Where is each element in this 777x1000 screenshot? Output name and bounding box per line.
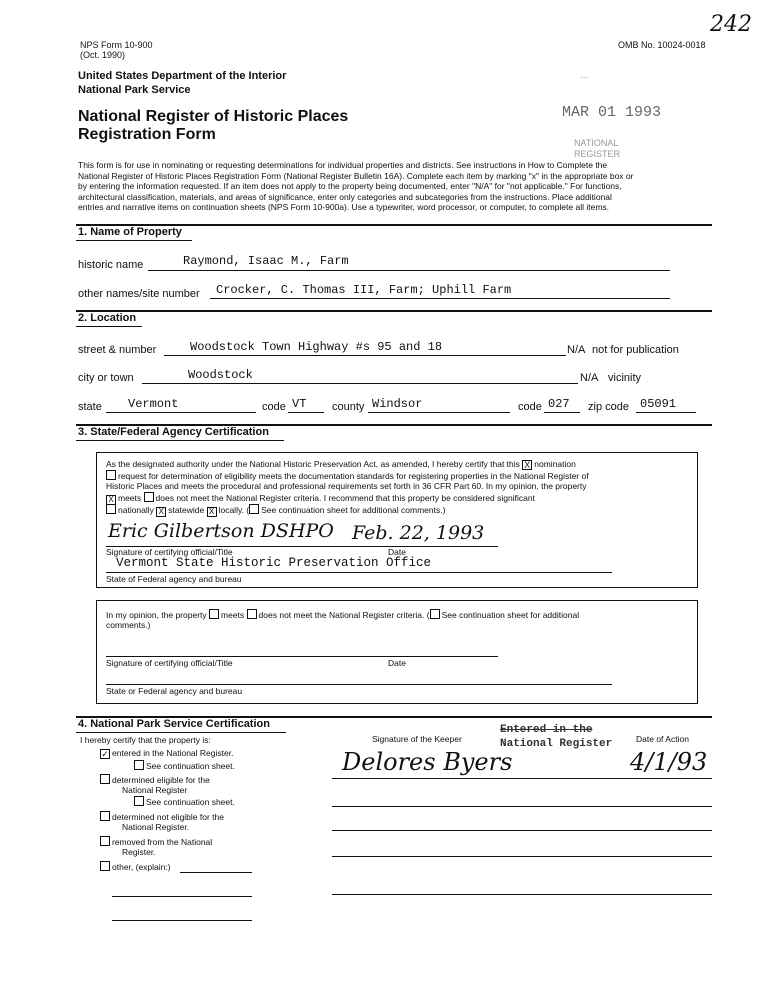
other-checkbox[interactable] [100, 861, 110, 871]
signature-line-2 [106, 656, 498, 657]
county-code-label: code [518, 401, 542, 413]
county-code-line [544, 412, 580, 413]
other-explain-line [180, 872, 252, 873]
option-entered: ✓ entered in the National Register. [101, 748, 234, 759]
locally-checkbox[interactable]: X [207, 507, 217, 517]
option-entered-cont: See continuation sheet. [134, 760, 235, 772]
opinion-continuation-checkbox[interactable] [430, 609, 440, 619]
state-code-label: code [262, 401, 286, 413]
received-date-stamp: MAR 01 1993 [562, 104, 662, 121]
register-stamp-line1: NATIONAL [574, 138, 619, 148]
date-label-2: Date [388, 658, 406, 668]
option-eligible-2: National Register [122, 785, 188, 795]
keeper-line-5 [332, 894, 712, 895]
option-eligible-cont: See continuation sheet. [134, 796, 235, 808]
date-of-action: 4/1/93 [630, 748, 708, 776]
city-label: city or town [78, 372, 134, 384]
county-line [368, 412, 510, 413]
entered-stamp-line2: National Register [500, 738, 613, 750]
county-code-value[interactable]: 027 [548, 397, 570, 411]
vicinity-label: vicinity [608, 372, 642, 384]
other-names-value[interactable]: Crocker, C. Thomas III, Farm; Uphill Farm [216, 283, 512, 297]
section-3-heading: 3. State/Federal Agency Certification [78, 426, 269, 438]
entered-stamp-line1: Entered in the [500, 724, 593, 736]
zip-value[interactable]: 05091 [640, 397, 677, 411]
service: National Park Service [78, 84, 191, 96]
eligible-continuation-checkbox[interactable] [134, 796, 144, 806]
cert-line-3: Historic Places and meets the procedural and professional requirements set forth in 36 CFR Part 60. In my opinion, the property [106, 481, 587, 491]
keeper-intro: I hereby certify that the property is: [80, 735, 211, 745]
nomination-checkbox[interactable]: X [524, 460, 531, 470]
heading-underline [76, 326, 142, 327]
heading-underline [76, 440, 284, 441]
other-explain-line-3 [112, 920, 252, 921]
street-value[interactable]: Woodstock Town Highway #s 95 and 18 [190, 340, 443, 354]
street-line [164, 355, 566, 356]
divider [76, 310, 712, 312]
not-eligible-checkbox[interactable] [100, 811, 110, 821]
historic-name-line [148, 270, 670, 271]
form-subtitle: Registration Form [78, 126, 216, 143]
street-label: street & number [78, 344, 157, 356]
option-other: other, (explain:) [100, 861, 171, 873]
date-label: Date [388, 547, 406, 557]
statewide-checkbox[interactable]: X [156, 507, 166, 517]
agency-value[interactable]: Vermont State Historic Preservation Office [116, 556, 432, 570]
heading-underline [76, 732, 286, 733]
signature-label-2: Signature of certifying official/Title [106, 658, 233, 668]
state-label: state [78, 401, 102, 413]
historic-name-value[interactable]: Raymond, Isaac M., Farm [183, 254, 349, 268]
not-for-publication-label: not for publication [592, 344, 679, 356]
received-stamp: ... [580, 70, 589, 81]
date-of-action-label: Date of Action [636, 734, 689, 744]
other-explain-line-2 [112, 896, 252, 897]
heading-underline [76, 240, 192, 241]
opinion-line-2: comments.) [106, 620, 151, 630]
keeper-line-4 [332, 856, 712, 857]
option-removed: removed from the National [100, 836, 212, 848]
signature-label: Signature of certifying official/Title [106, 547, 233, 557]
option-removed-2: Register. [122, 847, 156, 857]
eligibility-checkbox[interactable] [106, 470, 116, 480]
cert-line-2: request for determination of eligibility meets the documentation standards for registering properties in the National Register of [106, 470, 589, 482]
meets-checkbox[interactable]: X [106, 495, 116, 505]
certifying-date: Feb. 22, 1993 [352, 522, 485, 544]
department: United States Department of the Interior [78, 70, 287, 82]
state-code-value[interactable]: VT [292, 397, 307, 411]
section-2-heading: 2. Location [78, 312, 137, 324]
agency-label: State of Federal agency and bureau [106, 574, 242, 584]
zip-label: zip code [588, 401, 629, 413]
agency-line [106, 572, 612, 573]
cert-line-1: As the designated authority under the National Historic Preservation Act, as amended, I hereby certify that this X nomination [106, 459, 576, 470]
option-not-eligible-2: National Register. [122, 822, 190, 832]
vicinity-mark[interactable]: N/A [580, 372, 599, 384]
keeper-line-2 [332, 806, 712, 807]
form-number: NPS Form 10-900 [80, 40, 153, 50]
agency-line-2 [106, 684, 612, 685]
not-for-publication-mark[interactable]: N/A [567, 344, 586, 356]
continuation-sheet-checkbox[interactable] [249, 504, 259, 514]
city-value[interactable]: Woodstock [188, 368, 253, 382]
opinion-meets-checkbox[interactable] [209, 609, 219, 619]
entered-continuation-checkbox[interactable] [134, 760, 144, 770]
agency-label-2: State or Federal agency and bureau [106, 686, 243, 696]
keeper-signature: Delores Byers [342, 748, 513, 776]
register-stamp-line2: REGISTER [574, 149, 621, 159]
state-value[interactable]: Vermont [128, 397, 179, 411]
removed-checkbox[interactable] [100, 836, 110, 846]
keeper-signature-label: Signature of the Keeper [372, 734, 462, 744]
city-line [142, 383, 578, 384]
other-names-line [210, 298, 670, 299]
section-4-heading: 4. National Park Service Certification [78, 718, 270, 730]
county-label: county [332, 401, 365, 413]
state-code-line [288, 412, 324, 413]
certifying-signature: Eric Gilbertson DSHPO [108, 520, 334, 542]
keeper-line-3 [332, 830, 712, 831]
other-names-label: other names/site number [78, 288, 200, 300]
state-line [106, 412, 256, 413]
county-value[interactable]: Windsor [372, 397, 423, 411]
historic-name-label: historic name [78, 259, 144, 271]
option-not-eligible: determined not eligible for the [100, 811, 224, 823]
does-not-meet-checkbox[interactable] [144, 492, 154, 502]
instructions: This form is for use in nominating or requesting determinations for individual properties and districts. See instructions in How to Complete the National Register of Historic Places Registration Form (National Register Bulletin 16A). Complete each item by marking "x" in the appropriate box or by entering the information requested. If an item does not apply to the property being documented, enter "N/A" for "not applicable." For functions, architectural classification, materials, and areas of significance, enter only categories and subcategories from the instructions. Place additional entries and narrative items on continuation sheets (NPS Form 10-900a). Use a typewriter, word processor, or computer, to complete all items. [78, 160, 634, 212]
nationally-checkbox[interactable] [106, 504, 116, 514]
entered-checkbox[interactable]: ✓ [101, 749, 109, 759]
omb-number: OMB No. 10024-0018 [618, 40, 706, 50]
cert-line-4: X meets does not meet the National Register criteria. I recommend that this property be considered significant [106, 492, 535, 505]
eligible-checkbox[interactable] [100, 774, 110, 784]
corner-number: 242 [710, 12, 752, 37]
option-eligible: determined eligible for the [100, 774, 210, 786]
section-1-heading: 1. Name of Property [78, 226, 182, 238]
cert-line-5: nationally X statewide X locally. ( See continuation sheet for additional comments.) [106, 504, 445, 517]
opinion-line-1: In my opinion, the property meets does not meet the National Register criteria. ( See continuation sheet for additional [106, 610, 580, 620]
opinion-does-not-meet-checkbox[interactable] [247, 609, 257, 619]
keeper-line-1 [332, 778, 712, 779]
zip-line [636, 412, 696, 413]
form-title: National Register of Historic Places [78, 108, 349, 125]
form-date: (Oct. 1990) [80, 50, 126, 60]
